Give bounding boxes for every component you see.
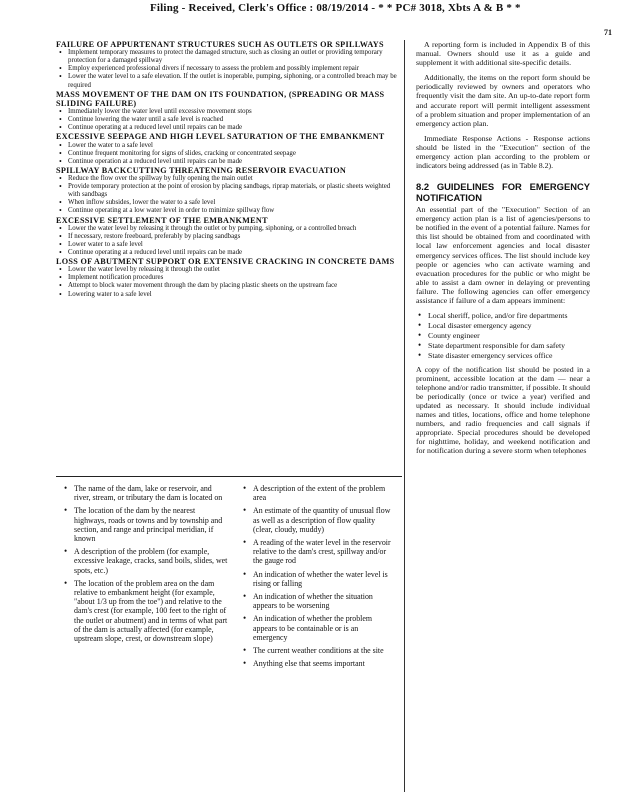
list-item: • If necessary, restore freeboard, preferably by placing sandbags <box>68 233 400 241</box>
agency-list <box>416 311 590 360</box>
section-list <box>56 225 400 257</box>
section-list <box>56 108 400 132</box>
list-item: • Lower the water to a safe level <box>68 142 400 150</box>
list-item: • Employ experienced professional divers if necessary to assess the problem and possibly implement repair <box>68 65 400 73</box>
paragraph: Immediate Response Actions - Response actions should be listed in the "Execution" section of the emergency action plan according to the problem or indicators being addressed (as in Table 8.2). <box>416 133 590 171</box>
list-item: • The location of the dam by the nearest highways, roads or towns and by township and section, and range and principal meridian, if known <box>74 506 228 543</box>
response-actions-table <box>56 40 400 475</box>
list-item: • State disaster emergency services office <box>428 351 590 360</box>
list-item: • The current weather conditions at the site <box>253 646 393 655</box>
list-item: • Anything else that seems important <box>253 659 393 668</box>
list-item: • A reading of the water level in the reservoir relative to the dam's crest, spillway and/or the gauge rod <box>253 538 393 566</box>
section-list <box>56 142 400 166</box>
list-item: • Implement temporary measures to protect the damaged structure, such as closing an outlet or providing temporary protection for a damaged spillway <box>68 49 400 65</box>
list-item: • Immediately lower the water level until excessive movement stops <box>68 108 400 116</box>
list-item: • An estimate of the quantity of unusual flow as well as a description of flow quality (clear, cloudy, muddy) <box>253 506 393 534</box>
page-number: 71 <box>604 28 612 37</box>
list-item: • Continue frequent monitoring for signs of slides, cracking or concentrated seepage <box>68 150 400 158</box>
report-items-list <box>64 484 228 643</box>
list-item: • Attempt to block water movement through the dam by placing plastic sheets on the upstream face <box>68 282 400 290</box>
section-list <box>56 266 400 298</box>
paragraph: Additionally, the items on the report form should be periodically reviewed by owners and operators who frequently visit the dam site. An up-to-date report form and accurate report will permit intelligent assessment of a problem situation and proper implementation of an emergency action plan. <box>416 73 590 128</box>
list-item: • County engineer <box>428 331 590 340</box>
report-items-column-2 <box>243 484 393 672</box>
section-heading: LOSS OF ABUTMENT SUPPORT OR EXTENSIVE CRACKING IN CONCRETE DAMS <box>56 257 395 267</box>
list-item: • Provide temporary protection at the point of erosion by placing sandbags, riprap materials, or plastic sheets weighted with sandbags <box>68 183 400 199</box>
column-divider <box>404 40 405 792</box>
list-item: • Continue operating at a reduced level until repairs can be made <box>68 249 400 257</box>
section-list <box>56 175 400 215</box>
table-bottom-rule <box>56 476 402 477</box>
section-heading: SPILLWAY BACKCUTTING THREATENING RESERVOIR EVACUATION <box>56 165 347 175</box>
list-item: • Reduce the flow over the spillway by fully opening the main outlet <box>68 175 400 183</box>
list-item: • Local disaster emergency agency <box>428 321 590 330</box>
list-item: • Lower the water level to a safe elevation. If the outlet is inoperable, pumping, siphoning, or a controlled breach may be required <box>68 73 400 89</box>
list-item: • Continue operating at a reduced level until repairs can be made <box>68 124 400 132</box>
report-items-column-1 <box>64 484 228 647</box>
list-item: • The location of the problem area on the dam relative to embankment height (for example, "about 1/3 up from the toe") and relative to the dam's crest (for example, 100 feet to the right of the outlet or abutment) and in terms of what part of the dam is actually affected (for example, upstream slope, crest, or downstream slope) <box>74 579 228 643</box>
list-item: • A description of the extent of the problem area <box>253 484 393 502</box>
list-item: • Implement notification procedures <box>68 274 400 282</box>
list-item: • A description of the problem (for example, excessive leakage, cracks, sand boils, slides, wet spots, etc.) <box>74 547 228 575</box>
list-item: • Lower water to a safe level <box>68 241 400 249</box>
list-item: • Local sheriff, police, and/or fire departments <box>428 311 590 320</box>
section-heading: EXCESSIVE SETTLEMENT OF THE EMBANKMENT <box>56 215 268 225</box>
section-list <box>56 49 400 89</box>
list-item: • State department responsible for dam safety <box>428 341 590 350</box>
right-text-column <box>416 40 590 790</box>
list-item: • An indication of whether the situation appears to be worsening <box>253 592 393 610</box>
list-item: • Lower the water level by releasing it through the outlet <box>68 266 400 274</box>
report-items-list <box>243 484 393 668</box>
list-item: • An indication of whether the water level is rising or falling <box>253 570 393 588</box>
list-item: • Lower the water level by releasing it through the outlet or by pumping, siphoning, or a controlled breach <box>68 225 400 233</box>
section-heading: FAILURE OF APPURTENANT STRUCTURES SUCH AS OUTLETS OR SPILLWAYS <box>56 40 384 49</box>
section-heading: 8.2 GUIDELINES FOR EMERGENCY NOTIFICATION <box>416 181 590 203</box>
section-heading: EXCESSIVE SEEPAGE AND HIGH LEVEL SATURATION OF THE EMBANKMENT <box>56 132 385 142</box>
paragraph: A reporting form is included in Appendix B of this manual. Owners should use it as a guide and supplement it with additional site-specific details. <box>416 40 590 68</box>
section-heading: MASS MOVEMENT OF THE DAM ON ITS FOUNDATION, (SPREADING OR MASS SLIDING FAILURE) <box>56 89 385 108</box>
paragraph: An essential part of the "Execution" Section of an emergency action plan is a list of agencies/persons to be notified in the event of a potential failure. Names for this list should be obtained from and coordinated with local law enforcement agencies and local disaster emergency services offices. The list should include key people or agencies who can activate warning and evacuation procedures for the public or who might be able to assist a dam owner in delaying or preventing failure. The following agencies can offer emergency assistance if failure of a dam appears imminent: <box>416 205 590 305</box>
list-item: • Lowering water to a safe level <box>68 291 400 299</box>
filing-stamp-header: Filing - Received, Clerk's Office : 08/19/2014 - * * PC# 3018, Xbts A & B * * <box>150 2 521 14</box>
list-item: • The name of the dam, lake or reservoir, and river, stream, or tributary the dam is located on <box>74 484 228 502</box>
paragraph: A copy of the notification list should be posted in a prominent, accessible location at the dam — near a telephone and/or radio transmitter, if possible. It should be periodically (once or twice a year) verified and updated as necessary. It should include individual names and titles, locations, office and home telephone numbers, and radio frequencies and call signals if appropriate. Special procedures should be developed for nighttime, holiday, and weekend notification and for notification during a severe storm when telephones <box>416 364 590 456</box>
list-item: • When inflow subsides, lower the water to a safe level <box>68 199 400 207</box>
list-item: • Continue operating at a low water level in order to minimize spillway flow <box>68 207 400 215</box>
list-item: • An indication of whether the problem appears to be containable or is an emergency <box>253 614 393 642</box>
list-item: • Continue lowering the water until a safe level is reached <box>68 116 400 124</box>
list-item: • Continue operation at a reduced level until repairs can be made <box>68 158 400 166</box>
